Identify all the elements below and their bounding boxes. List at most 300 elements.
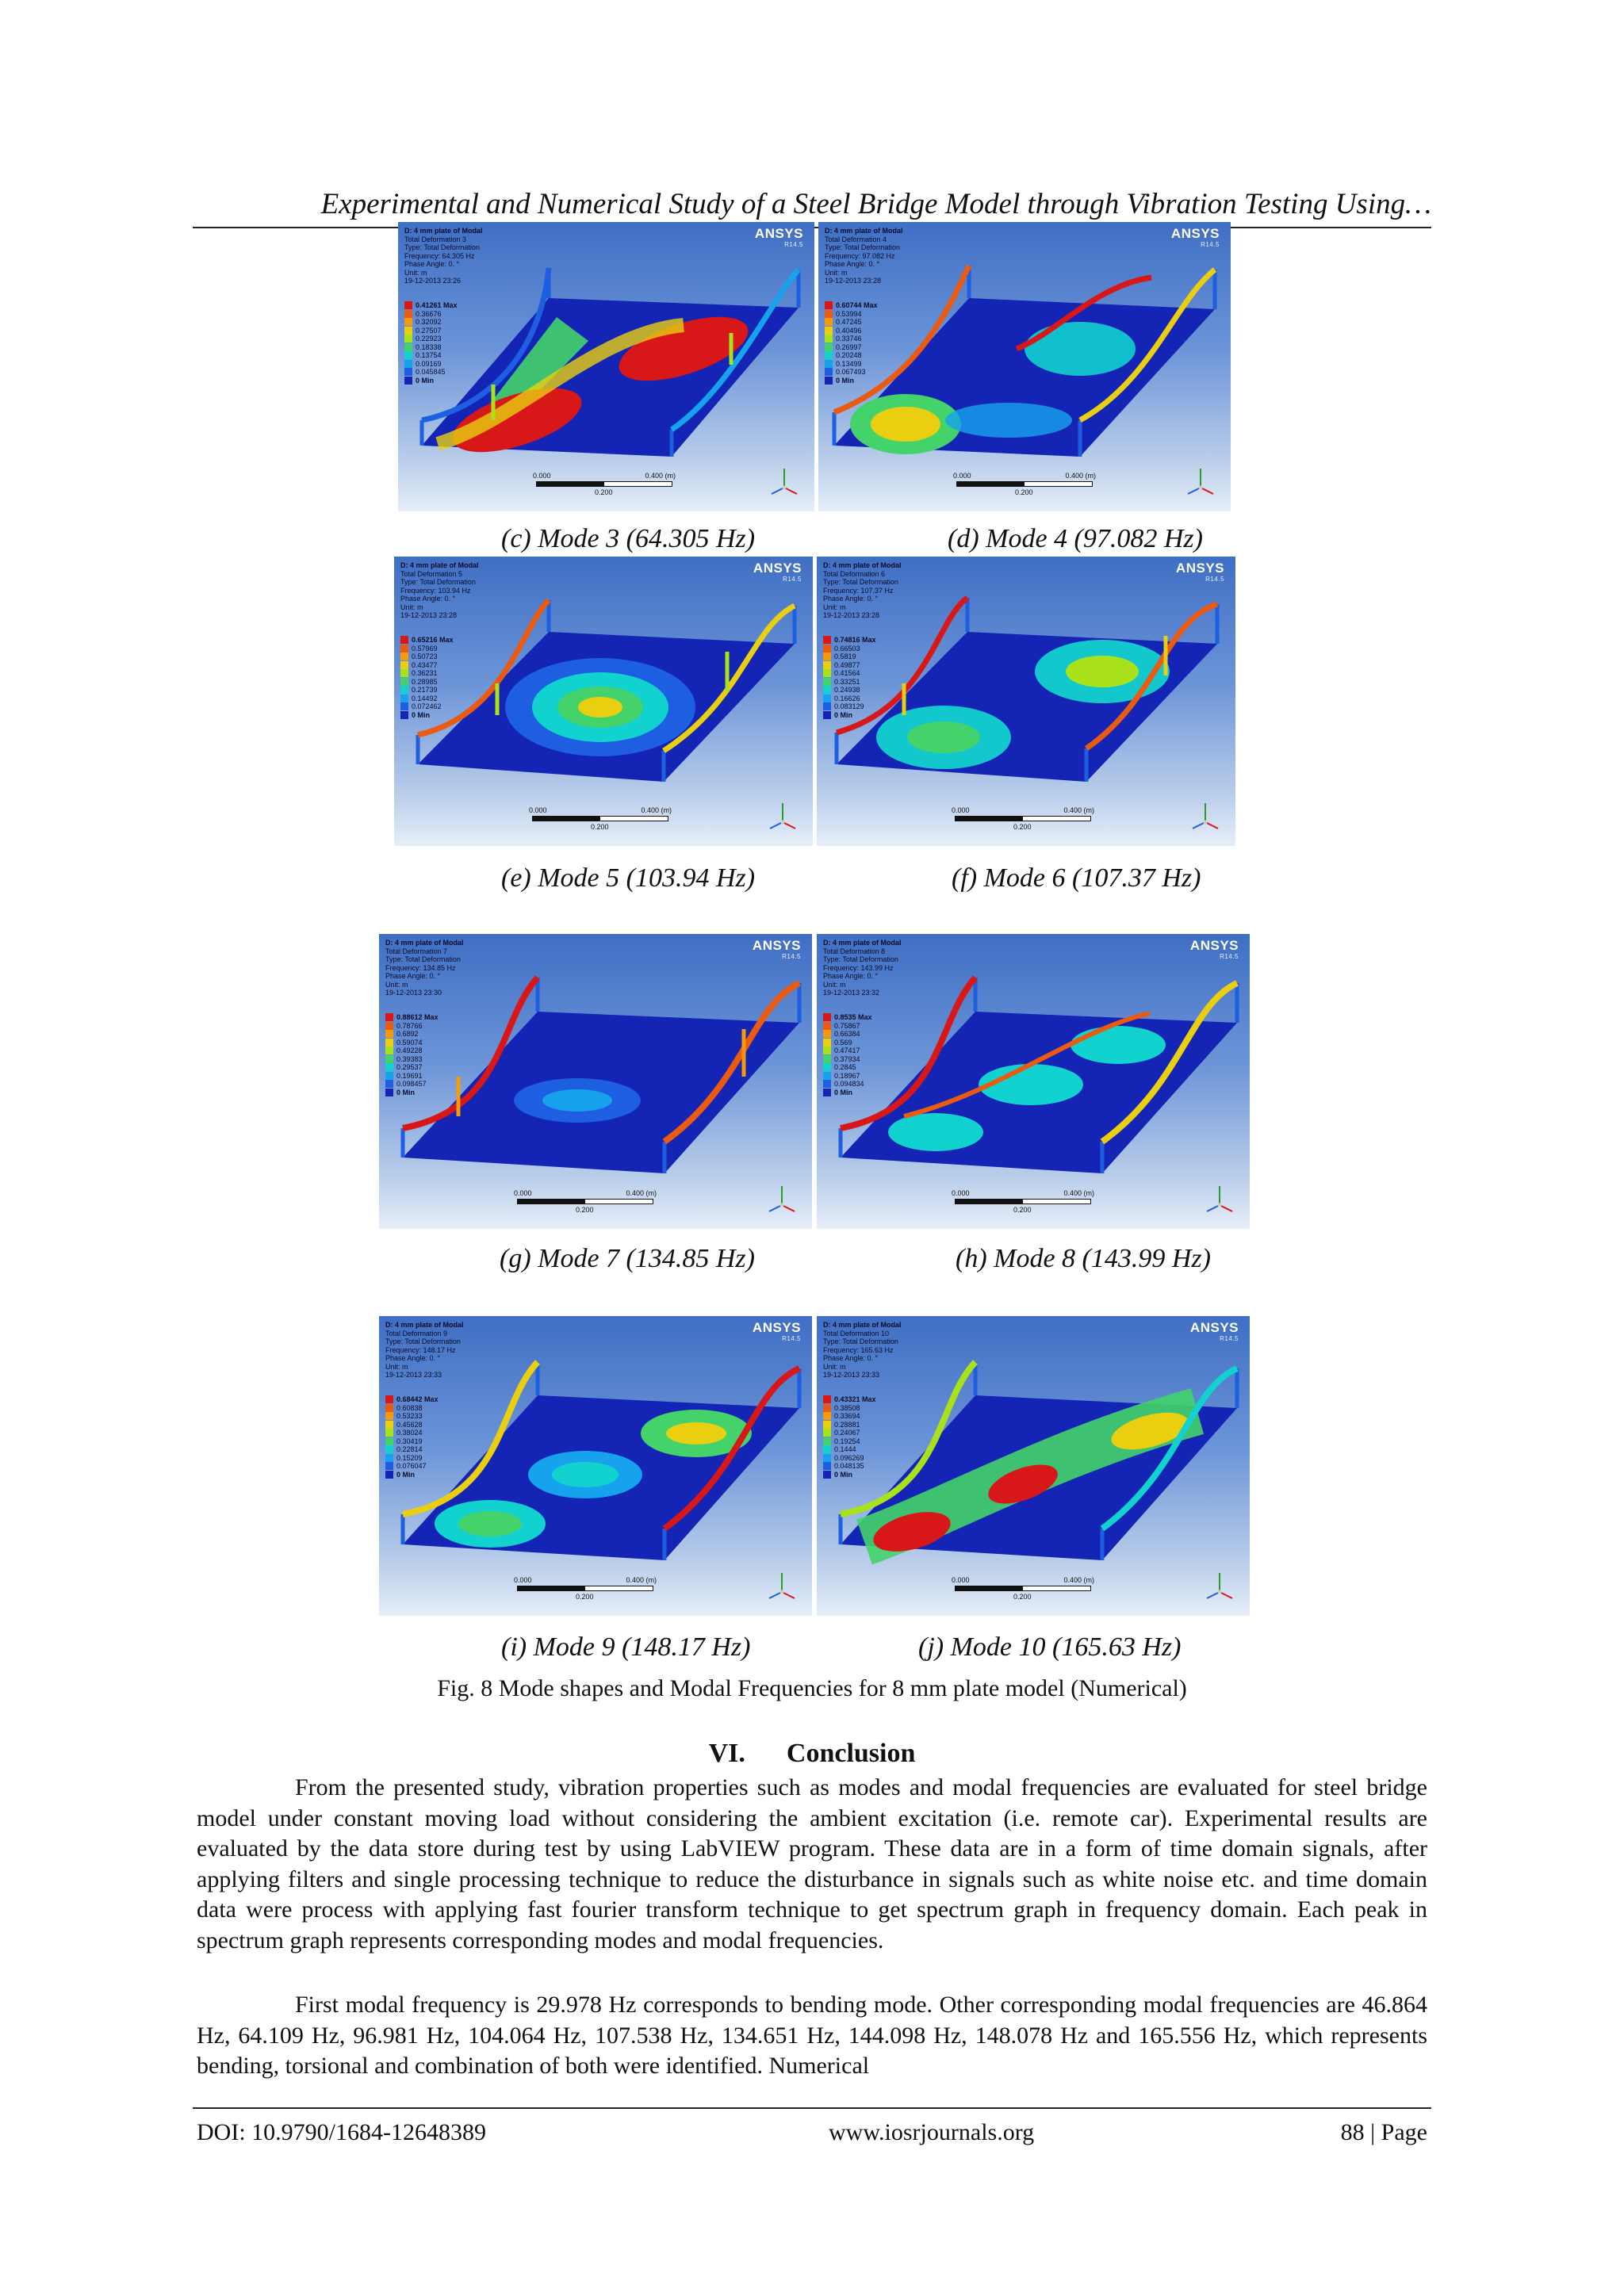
ansys-logo (1190, 939, 1239, 960)
scale-label: 0.400 (m) (645, 472, 676, 480)
legend-value: 0.067493 (836, 368, 866, 377)
legend-value: 0.13754 (416, 351, 442, 360)
legend-value: 0.24938 (834, 686, 860, 695)
legend-entry (823, 669, 876, 678)
scale-bar (533, 472, 676, 496)
legend-entry (385, 1055, 439, 1064)
legend-value: 0.076047 (396, 1462, 427, 1471)
info-line: Unit: m (385, 1362, 408, 1371)
info-line: Unit: m (385, 980, 408, 989)
mode-panel (379, 1316, 812, 1616)
brand-name: ANSYS (752, 1320, 801, 1335)
legend-value: 0.569 (834, 1038, 852, 1047)
legend-swatch (823, 1395, 831, 1403)
scale-label: 0.400 (m) (1063, 1189, 1094, 1197)
legend-entry (400, 711, 454, 720)
scale-label: 0.200 (595, 488, 613, 496)
legend-value: 0.28985 (412, 677, 438, 686)
scale-bar (514, 1189, 657, 1213)
info-line: Unit: m (823, 980, 846, 989)
brand-name: ANSYS (1170, 226, 1220, 241)
axis-triad-icon (766, 1181, 798, 1216)
info-line: Phase Angle: 0. ° (404, 260, 460, 268)
legend-entry (385, 1471, 439, 1479)
legend-entry (385, 1022, 439, 1031)
legend-entry (404, 318, 458, 327)
legend-entry (400, 678, 454, 687)
legend-entry (823, 686, 876, 695)
legend-entry (385, 1429, 439, 1437)
legend-entry (404, 343, 458, 352)
legend-entry (400, 645, 454, 653)
legend-swatch (823, 1462, 831, 1470)
color-legend (400, 636, 454, 719)
legend-swatch (400, 686, 408, 694)
axis-triad-icon (767, 798, 799, 833)
scale-bar (514, 1576, 657, 1600)
brand-version: R14.5 (1220, 1335, 1239, 1342)
legend-entry (823, 1063, 872, 1072)
legend-value: 0.41261 Max (416, 301, 458, 310)
legend-swatch (825, 318, 833, 326)
legend-entry (385, 1072, 439, 1081)
legend-swatch (385, 1454, 393, 1462)
section-number: VI. (708, 1739, 745, 1768)
legend-swatch (823, 1047, 831, 1054)
legend-value: 0.49228 (396, 1047, 423, 1055)
legend-swatch (823, 1030, 831, 1038)
info-line: Phase Angle: 0. ° (823, 595, 879, 603)
page-footer (193, 2107, 1431, 2145)
paragraph: From the presented study, vibration properties such as modes and modal frequencies are evaluated for steel bridge model under constant moving load without considering the ambient excitation (i.e. remote car). Experimental results are evaluated by the data store during test by using LabVIEW program. These data are in a form of time domain signals, after applying filters and single processing technique to reduce the disturbance in signals such as white noise etc. and time domain data were process with applying fast fourier transform technique to get spectrum graph in frequency domain. Each peak in spectrum graph represents corresponding modes and modal frequencies. (197, 1774, 1427, 1954)
axis-triad-icon (768, 464, 800, 499)
legend-value: 0.098457 (396, 1080, 427, 1089)
legend-swatch (404, 368, 412, 376)
info-line: D: 4 mm plate of Modal (404, 227, 483, 235)
color-legend (823, 636, 876, 719)
legend-value: 0.74816 Max (834, 636, 876, 645)
legend-value: 0.68442 Max (396, 1395, 439, 1404)
legend-swatch (400, 636, 408, 644)
brand-name: ANSYS (754, 226, 803, 241)
legend-swatch (823, 1013, 831, 1021)
info-line: Phase Angle: 0. ° (385, 1354, 441, 1362)
panel-info (385, 939, 464, 997)
legend-value: 0.8535 Max (834, 1013, 872, 1022)
legend-entry (404, 310, 458, 319)
legend-value: 0.38024 (396, 1429, 423, 1437)
scale-label: 0.000 (953, 472, 971, 480)
legend-entry (385, 1080, 439, 1089)
scale-bar (952, 806, 1094, 830)
panel-caption: (d) Mode 4 (97.082 Hz) (948, 524, 1203, 553)
legend-value: 0.43321 Max (834, 1395, 876, 1404)
legend-swatch (385, 1072, 393, 1080)
figure-caption: Fig. 8 Mode shapes and Modal Frequencies for 8 mm plate model (Numerical) (437, 1675, 1187, 1701)
brand-name: ANSYS (1189, 938, 1239, 953)
legend-entry (385, 1063, 439, 1072)
scale-bar-graphic (955, 816, 1091, 821)
panel-info (400, 561, 479, 620)
scale-label: 0.400 (m) (626, 1576, 657, 1584)
legend-swatch (385, 1030, 393, 1038)
brand-version: R14.5 (783, 576, 802, 583)
legend-swatch (385, 1080, 393, 1088)
mode-panel (398, 222, 814, 511)
legend-swatch (404, 335, 412, 342)
panel-info (825, 227, 903, 285)
scale-label: 0.400 (m) (641, 806, 672, 814)
footer-website[interactable]: www.iosrjournals.org (829, 2119, 1035, 2145)
legend-entry (385, 1039, 439, 1047)
legend-swatch (823, 702, 831, 710)
legend-entry (825, 318, 878, 327)
panel-caption: (c) Mode 3 (64.305 Hz) (501, 524, 756, 553)
legend-swatch (823, 652, 831, 660)
legend-swatch (823, 1421, 831, 1429)
legend-value: 0 Min (416, 376, 435, 385)
panel-caption: (g) Mode 7 (134.85 Hz) (500, 1244, 755, 1273)
legend-swatch (404, 377, 412, 385)
info-line: Frequency: 134.85 Hz (385, 963, 456, 972)
legend-value: 0.083129 (834, 702, 864, 711)
legend-value: 0.18967 (834, 1071, 860, 1080)
info-line: 19-12-2013 23:33 (823, 1371, 880, 1379)
axis-triad-icon (1204, 1181, 1235, 1216)
scale-label: 0.200 (1013, 823, 1032, 831)
legend-value: 0 Min (834, 1470, 853, 1479)
legend-entry (823, 636, 876, 645)
legend-swatch (385, 1445, 393, 1453)
info-line: D: 4 mm plate of Modal (385, 939, 464, 947)
legend-entry (825, 343, 878, 352)
legend-swatch (385, 1013, 393, 1021)
legend-value: 0.53233 (396, 1412, 423, 1421)
section-title: Conclusion (786, 1739, 916, 1768)
legend-swatch (404, 343, 412, 351)
info-line: Total Deformation 3 (404, 235, 467, 243)
legend-value: 0.28881 (834, 1420, 860, 1429)
panel-info (385, 1321, 464, 1380)
legend-entry (385, 1421, 439, 1429)
legend-value: 0.78766 (396, 1021, 423, 1030)
info-line: Type: Total Deformation (823, 955, 898, 963)
legend-swatch (823, 1454, 831, 1462)
info-line: 19-12-2013 23:26 (404, 277, 462, 285)
legend-entry (825, 377, 878, 385)
scale-label: 0.200 (591, 823, 609, 831)
scale-label: 0.400 (m) (626, 1189, 657, 1197)
legend-swatch (823, 636, 831, 644)
mode-panel (817, 1316, 1250, 1616)
legend-swatch (385, 1429, 393, 1437)
brand-version: R14.5 (784, 241, 803, 248)
scale-bar (529, 806, 672, 830)
info-line: D: 4 mm plate of Modal (385, 1321, 464, 1329)
legend-swatch (400, 652, 408, 660)
legend-value: 0.15209 (396, 1453, 423, 1462)
info-line: Frequency: 103.94 Hz (400, 586, 471, 595)
legend-value: 0.65216 Max (412, 636, 454, 645)
info-line: 19-12-2013 23:30 (385, 989, 442, 997)
legend-value: 0 Min (834, 710, 853, 719)
info-line: D: 4 mm plate of Modal (823, 939, 902, 947)
legend-swatch (823, 1039, 831, 1047)
legend-entry (404, 360, 458, 369)
info-line: Frequency: 148.17 Hz (385, 1345, 456, 1354)
legend-value: 0.094834 (834, 1080, 864, 1089)
legend-entry (385, 1437, 439, 1446)
ansys-logo (1171, 227, 1220, 248)
legend-swatch (823, 1055, 831, 1063)
info-line: Phase Angle: 0. ° (823, 1354, 879, 1362)
info-line: Phase Angle: 0. ° (823, 972, 879, 980)
legend-swatch (400, 645, 408, 652)
legend-entry (823, 695, 876, 703)
legend-entry (823, 1404, 876, 1413)
legend-swatch (823, 1429, 831, 1437)
brand-name: ANSYS (753, 561, 802, 576)
scale-bar-graphic (955, 1199, 1091, 1204)
legend-swatch (825, 351, 833, 359)
legend-value: 0.048135 (834, 1462, 864, 1471)
legend-entry (404, 377, 458, 385)
legend-swatch (823, 686, 831, 694)
legend-swatch (400, 661, 408, 669)
info-line: Total Deformation 6 (823, 569, 886, 578)
info-line: Total Deformation 10 (823, 1329, 890, 1337)
info-line: Type: Total Deformation (385, 1337, 461, 1345)
legend-entry (404, 368, 458, 377)
legend-entry (825, 368, 878, 377)
info-line: Type: Total Deformation (823, 578, 898, 586)
legend-swatch (823, 1412, 831, 1420)
info-line: D: 4 mm plate of Modal (400, 561, 479, 569)
legend-swatch (825, 327, 833, 335)
legend-swatch (385, 1395, 393, 1403)
legend-entry (823, 1429, 876, 1437)
scale-bar (952, 1576, 1094, 1600)
legend-swatch (404, 318, 412, 326)
mode-panel (379, 934, 812, 1229)
legend-swatch (823, 1072, 831, 1080)
legend-entry (823, 1047, 872, 1055)
legend-value: 0.33694 (834, 1412, 860, 1421)
legend-value: 0.14492 (412, 694, 438, 702)
brand-version: R14.5 (1201, 241, 1220, 248)
legend-entry (400, 669, 454, 678)
info-line: 19-12-2013 23:32 (823, 989, 880, 997)
info-line: Type: Total Deformation (385, 955, 461, 963)
legend-swatch (385, 1089, 393, 1096)
panel-info (823, 939, 902, 997)
legend-entry (823, 1454, 876, 1463)
legend-swatch (385, 1437, 393, 1445)
scale-bar (953, 472, 1096, 496)
legend-value: 0.29537 (396, 1063, 423, 1072)
panel-caption: (i) Mode 9 (148.17 Hz) (501, 1632, 751, 1662)
legend-entry (400, 661, 454, 670)
legend-entry (823, 1089, 872, 1097)
info-line: 19-12-2013 23:33 (385, 1371, 442, 1379)
scale-bar-graphic (517, 1199, 653, 1204)
scale-label: 0.000 (514, 1576, 532, 1584)
legend-value: 0.66503 (834, 644, 860, 652)
legend-entry (400, 695, 454, 703)
scale-label: 0.200 (1013, 1593, 1032, 1601)
scale-label: 0.000 (952, 1189, 970, 1197)
panel-caption: (h) Mode 8 (143.99 Hz) (956, 1244, 1211, 1273)
running-title: Experimental and Numerical Study of a Steel Bridge Model through Vibration Testing Using… (320, 188, 1431, 220)
section-heading (0, 1738, 1624, 1770)
legend-swatch (385, 1421, 393, 1429)
legend-value: 0.66384 (834, 1030, 860, 1039)
axis-triad-icon (1189, 798, 1221, 833)
legend-swatch (823, 711, 831, 719)
legend-swatch (385, 1022, 393, 1030)
legend-entry (385, 1412, 439, 1421)
legend-swatch (385, 1039, 393, 1047)
legend-swatch (823, 1022, 831, 1030)
info-line: Total Deformation 4 (825, 235, 887, 243)
legend-value: 0 Min (834, 1088, 853, 1096)
info-line: Frequency: 97.082 Hz (825, 251, 895, 260)
legend-value: 0.41564 (834, 669, 860, 678)
legend-value: 0.60838 (396, 1403, 423, 1412)
legend-value: 0.75867 (834, 1021, 860, 1030)
scale-label: 0.000 (952, 1576, 970, 1584)
info-line: Unit: m (400, 603, 423, 611)
info-line: 19-12-2013 23:28 (825, 277, 882, 285)
legend-value: 0 Min (396, 1470, 416, 1479)
legend-value: 0.26997 (836, 342, 862, 351)
legend-swatch (385, 1462, 393, 1470)
brand-name: ANSYS (752, 938, 801, 953)
panel-caption: (f) Mode 6 (107.37 Hz) (952, 863, 1201, 893)
legend-value: 0.53994 (836, 309, 862, 318)
scale-label: 0.400 (m) (1063, 1576, 1094, 1584)
legend-value: 0.45628 (396, 1420, 423, 1429)
legend-value: 0.21739 (412, 686, 438, 695)
legend-entry (400, 686, 454, 695)
legend-entry (823, 652, 876, 661)
ansys-logo (1176, 561, 1224, 583)
brand-version: R14.5 (782, 953, 801, 960)
legend-swatch (825, 377, 833, 385)
legend-entry (823, 1471, 876, 1479)
legend-entry (385, 1013, 439, 1022)
legend-swatch (385, 1412, 393, 1420)
legend-entry (400, 636, 454, 645)
legend-swatch (823, 669, 831, 677)
legend-value: 0.59074 (396, 1038, 423, 1047)
legend-swatch (385, 1063, 393, 1071)
legend-swatch (385, 1404, 393, 1412)
legend-value: 0.33746 (836, 335, 862, 343)
panel-info (823, 561, 902, 620)
legend-swatch (400, 702, 408, 710)
scale-bar (952, 1189, 1094, 1213)
legend-swatch (404, 310, 412, 318)
legend-value: 0 Min (412, 710, 431, 719)
legend-entry (825, 327, 878, 335)
color-legend (385, 1013, 439, 1096)
legend-value: 0.20248 (836, 351, 862, 360)
scale-label: 0.000 (529, 806, 547, 814)
scale-label: 0.200 (1013, 1206, 1032, 1214)
legend-entry (385, 1454, 439, 1463)
legend-value: 0.5819 (834, 652, 856, 661)
legend-entry (823, 661, 876, 670)
scale-label: 0.000 (533, 472, 551, 480)
legend-value: 0.09169 (416, 359, 442, 368)
legend-swatch (400, 669, 408, 677)
legend-entry (385, 1395, 439, 1404)
legend-value: 0.16626 (834, 694, 860, 702)
legend-entry (823, 645, 876, 653)
legend-value: 0.60744 Max (836, 301, 878, 310)
legend-swatch (823, 1445, 831, 1453)
legend-value: 0.22814 (396, 1445, 423, 1454)
mode-panel (817, 934, 1250, 1229)
legend-value: 0.57969 (412, 644, 438, 652)
info-line: Unit: m (823, 1362, 846, 1371)
scale-label: 0.000 (514, 1189, 532, 1197)
scale-bar-graphic (517, 1586, 653, 1591)
ansys-logo (1190, 1321, 1239, 1342)
legend-entry (404, 335, 458, 343)
legend-value: 0.39383 (396, 1054, 423, 1063)
color-legend (385, 1395, 439, 1479)
legend-swatch (400, 711, 408, 719)
panel-info (404, 227, 483, 285)
info-line: Total Deformation 5 (400, 569, 463, 578)
legend-value: 0.072462 (412, 702, 442, 711)
legend-value: 0.38508 (834, 1403, 860, 1412)
scale-bar-graphic (956, 481, 1093, 487)
legend-entry (823, 1412, 876, 1421)
brand-version: R14.5 (1220, 953, 1239, 960)
legend-swatch (823, 678, 831, 686)
legend-value: 0.33251 (834, 677, 860, 686)
ansys-logo (753, 1321, 801, 1342)
legend-value: 0.36231 (412, 669, 438, 678)
ansys-logo (753, 939, 801, 960)
legend-value: 0.50723 (412, 652, 438, 661)
legend-swatch (823, 1063, 831, 1071)
legend-entry (825, 301, 878, 310)
ansys-logo (753, 561, 802, 583)
info-line: Type: Total Deformation (404, 243, 480, 251)
paragraph: First modal frequency is 29.978 Hz corresponds to bending mode. Other corresponding modal frequencies are 46.864 Hz, 64.109 Hz, 96.981 Hz, 104.064 Hz, 107.538 Hz, 134.651 Hz, 144.098 Hz, 148.078 Hz and 165.556 Hz, which represents bending, torsional and combination of both were identified. Numerical (197, 1992, 1427, 2079)
legend-value: 0.6892 (396, 1030, 419, 1039)
scale-label: 0.200 (1015, 488, 1033, 496)
scale-label: 0.200 (576, 1593, 594, 1601)
legend-entry (823, 1022, 872, 1031)
info-line: Phase Angle: 0. ° (385, 972, 441, 980)
legend-entry (823, 1030, 872, 1039)
legend-entry (825, 360, 878, 369)
info-line: Frequency: 143.99 Hz (823, 963, 894, 972)
color-legend (825, 301, 878, 385)
legend-entry (823, 1395, 876, 1404)
legend-swatch (823, 661, 831, 669)
legend-entry (404, 301, 458, 310)
legend-value: 0.40496 (836, 326, 862, 335)
panel-caption: (j) Mode 10 (165.63 Hz) (918, 1632, 1182, 1662)
legend-entry (385, 1089, 439, 1097)
legend-entry (404, 351, 458, 360)
